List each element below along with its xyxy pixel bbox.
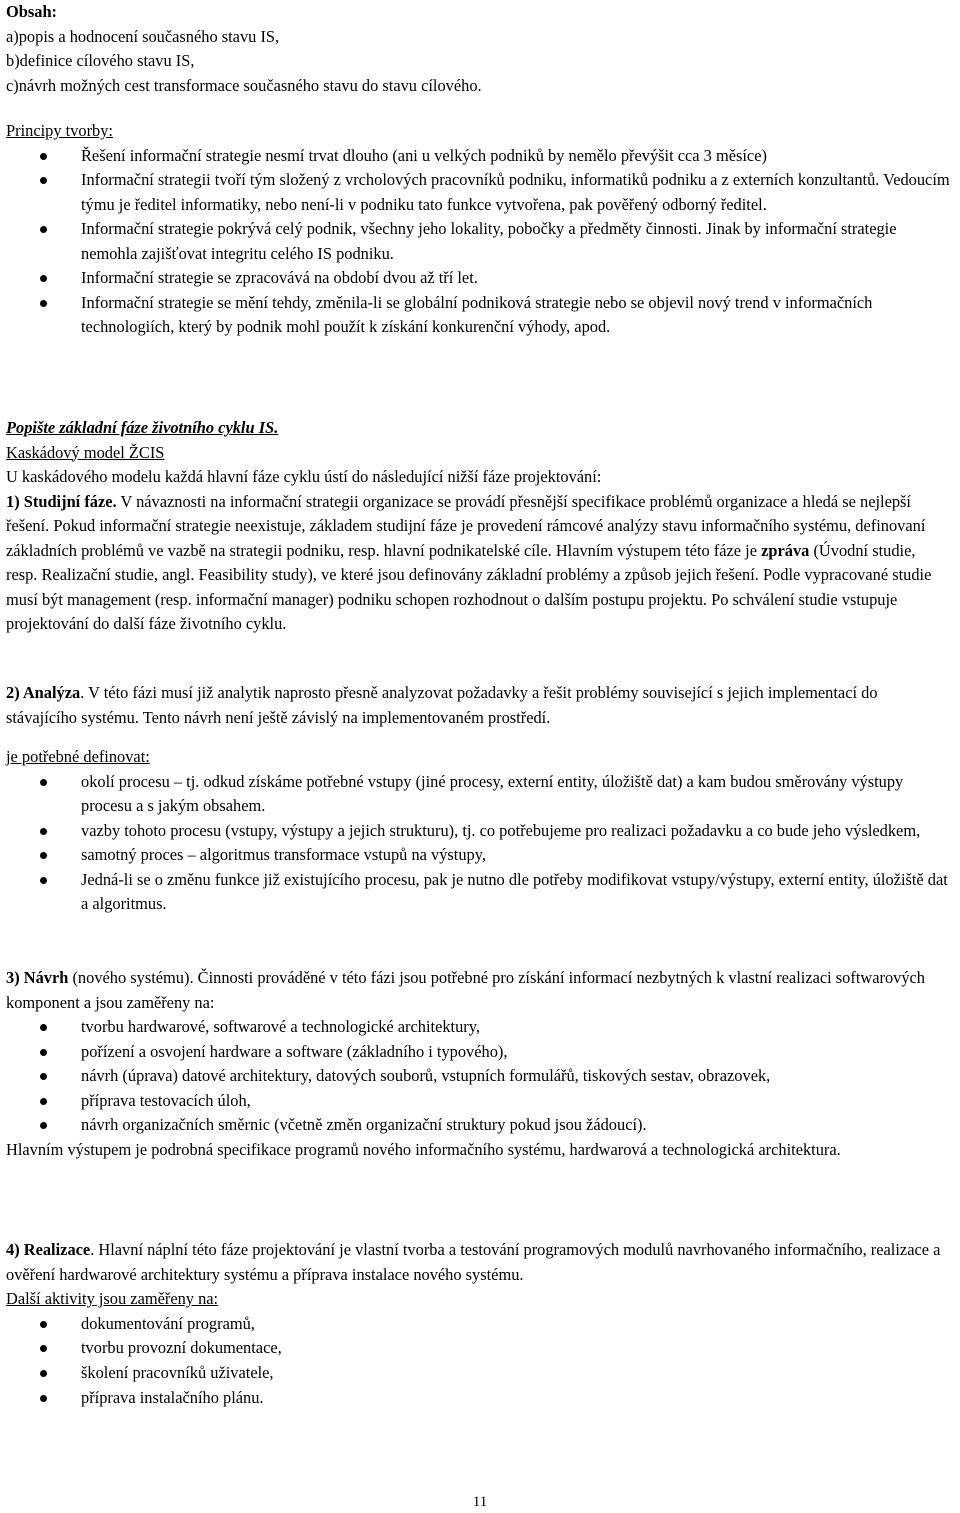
list-item: návrh organizačních směrnic (včetně změn organizační struktury pokud jsou žádoucí). [6, 1113, 950, 1138]
bullet-icon [40, 828, 47, 835]
realizace-section [6, 1238, 950, 1410]
list-item: vazby tohoto procesu (vstupy, výstupy a jejich strukturu), tj. co potřebujeme pro realizaci požadavku a co bude jeho výsledkem, [6, 819, 950, 844]
analyza-paragraph: 2) Analýza. V této fázi musí již analytik naprosto přesně analyzovat požadavky a řešit problémy související s jejich implementací do stávajícího systému. Tento návrh není ještě závislý na implementovaném prostředí. [6, 683, 878, 727]
definovat-list [6, 770, 950, 917]
faze-intro: U kaskádového modelu každá hlavní fáze cyklu ústí do následující nižší fáze projektování: [6, 467, 602, 486]
list-item: příprava testovacích úloh, [6, 1089, 950, 1114]
list-item: školení pracovníků uživatele, [6, 1361, 950, 1386]
list-item: Informační strategie se zpracovává na období dvou až tří let. [6, 266, 950, 291]
principy-list [6, 144, 950, 340]
bullet-icon [40, 153, 47, 160]
question-heading: Popište základní fáze životního cyklu IS. [6, 418, 279, 437]
list-item: pořízení a osvojení hardware a software (základního i typového), [6, 1040, 950, 1065]
model-title: Kaskádový model ŽCIS [6, 442, 165, 462]
bullet-icon [40, 177, 47, 184]
bullet-icon [40, 1395, 47, 1402]
bullet-icon [40, 779, 47, 786]
page-number: 11 [472, 1494, 488, 1510]
navrh-output: Hlavním výstupem je podrobná specifikace programů nového informačního systému, hardwarová a technologická architektura. [6, 1139, 841, 1159]
bullet-icon [40, 1098, 47, 1105]
list-item: Informační strategie pokrývá celý podnik, všechny jeho lokality, pobočky a předměty činnosti. Jinak by informační strategie nemohla zajišťovat integritu celého IS podniku. [6, 217, 950, 266]
bullet-icon [40, 877, 47, 884]
definovat-section [6, 745, 950, 917]
list-item: dokumentování programů, [6, 1312, 950, 1337]
obsah-line: a)popis a hodnocení současného stavu IS, [6, 26, 280, 46]
principy-section [6, 119, 950, 340]
obsah-line: b)definice cílového stavu IS, [6, 51, 195, 70]
list-item: Řešení informační strategie nesmí trvat dlouho (ani u velkých podniků by nemělo převýšit cca 3 měsíce) [6, 144, 950, 169]
definovat-heading: je potřebné definovat: [6, 747, 150, 766]
list-item: tvorbu hardwarové, softwarové a technologické architektury, [6, 1015, 950, 1040]
realizace-paragraph: 4) Realizace. Hlavní náplní této fáze projektování je vlastní tvorba a testování programových modulů navrhovaného informačního, realizace a ověření hardwarové architektury systému a příprava instalace nového systému. [6, 1240, 941, 1284]
bullet-icon [40, 1024, 47, 1031]
list-item: tvorbu provozní dokumentace, [6, 1336, 950, 1361]
bullet-icon [40, 275, 47, 282]
list-item: Jedná-li se o změnu funkce již existujícího procesu, pak je nutno dle potřeby modifikovat vstupy/výstupy, externí entity, úložiště dat a algoritmus. [6, 868, 950, 917]
list-item: příprava instalačního plánu. [6, 1386, 950, 1411]
analyza-section [6, 681, 950, 730]
bullet-icon [40, 1049, 47, 1056]
list-item: okolí procesu – tj. odkud získáme potřebné vstupy (jiné procesy, externí entity, úložiště dat) a kam budou směrovány výstupy procesu a s jakým obsahem. [6, 770, 950, 819]
navrh-list [6, 1015, 950, 1138]
bullet-icon [40, 1073, 47, 1080]
bullet-icon [40, 1122, 47, 1129]
navrh-paragraph: 3) Návrh (nového systému). Činnosti prováděné v této fázi jsou potřebné pro získání informací nezbytných k vlastní realizaci softwarových komponent a jsou zaměřeny na: [6, 968, 925, 1012]
faze-section [6, 416, 950, 637]
obsah-section [6, 0, 950, 98]
bullet-icon [40, 1321, 47, 1328]
aktivity-heading: Další aktivity jsou zaměřeny na: [6, 1289, 219, 1308]
studijni-paragraph: 1) Studijní fáze. V návaznosti na informační strategii organizace se provádí přesnější specifikace problémů organizace a hledá se nejlepší řešení. Pokud informační strategie neexistuje, základem studijní fáze je provedení rámcové analýzy stavu informačního systému, definovaní základních problémů ve vazbě na strategii podniku, resp. hlavní podnikatelské cíle. Hlavním výstupem této fáze je zpráva (Úvodní studie, resp. Realizační studie, angl. Feasibility study), ve které jsou definovány základní problémy a způsob jejich řešení. Podle vypracované studie musí být management (resp. informační manager) podniku schopen rozhodnout o dalším postupu projektu. Po schválení studie vstupuje projektování do další fáze životního cyklu. [6, 491, 932, 633]
obsah-line: c)návrh možných cest transformace současného stavu do stavu cílového. [6, 75, 482, 95]
list-item: Informační strategie se mění tehdy, změnila-li se globální podniková strategie nebo se objevil nový trend v informačních technologiích, který by podnik mohl použít k získání konkurenční výhody, apod. [6, 291, 950, 340]
bullet-icon [40, 852, 47, 859]
bullet-icon [40, 1370, 47, 1377]
bullet-icon [40, 1345, 47, 1352]
principy-heading: Principy tvorby: [6, 121, 113, 140]
bullet-icon [40, 300, 47, 307]
list-item: samotný proces – algoritmus transformace vstupů na výstupy, [6, 843, 950, 868]
list-item: návrh (úprava) datové architektury, datových souborů, vstupních formulářů, tiskových sestav, obrazovek, [6, 1064, 950, 1089]
list-item: Informační strategii tvoří tým složený z vrcholových pracovníků podniku, informatiků podniku a z externích konzultantů. Vedoucím týmu je ředitel informatiky, nebo není-li v podniku tato funkce vytvořena, pak pověřený odborný ředitel. [6, 168, 950, 217]
bullet-icon [40, 226, 47, 233]
navrh-section [6, 966, 950, 1162]
aktivity-list [6, 1312, 950, 1411]
obsah-heading: Obsah: [6, 2, 58, 21]
